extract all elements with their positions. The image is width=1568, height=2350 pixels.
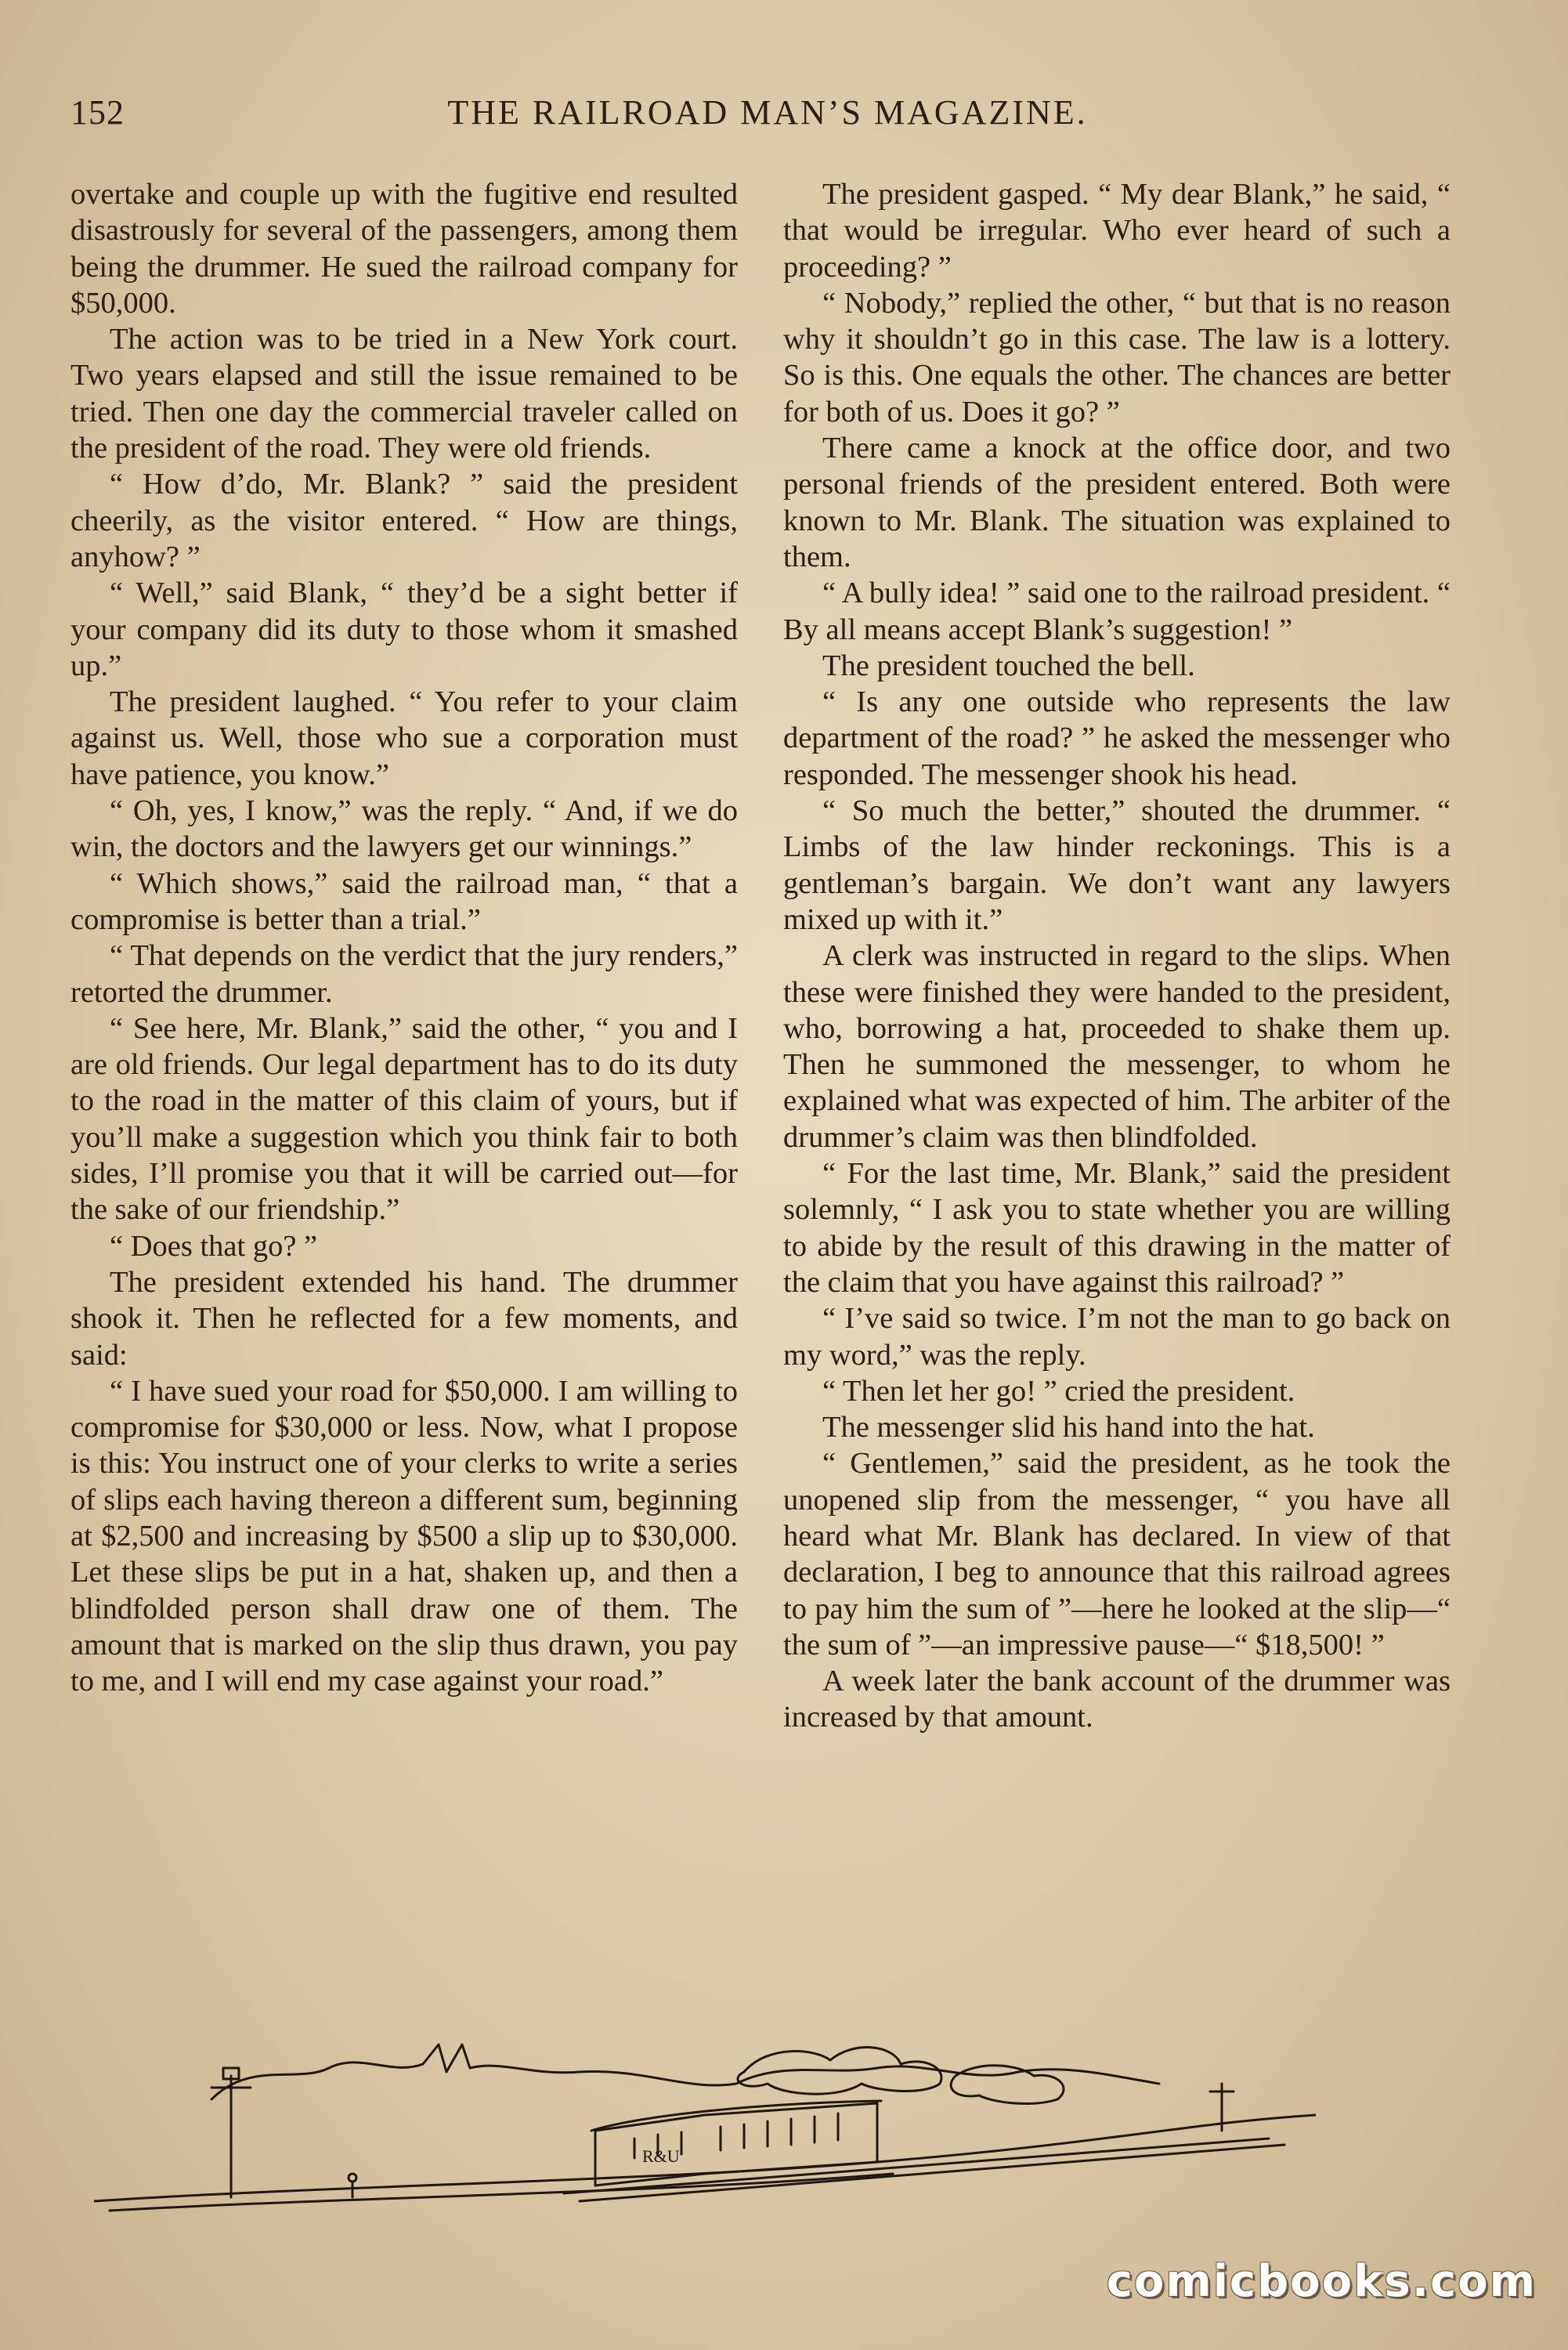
paragraph: “ So much the better,” shouted the drummer. “ Limbs of the law hinder reckonings. This is a gentleman’s bargain. We don’t want any lawyers mixed up with it.” xyxy=(783,794,1451,936)
paragraph: “ Well,” said Blank, “ they’d be a sight better if your company did its duty to those whom it smashed up.” xyxy=(70,577,738,682)
paragraph: The president gasped. “ My dear Blank,” he said, “ that would be irregular. Who ever heard of such a proceeding? ” xyxy=(783,178,1451,284)
paragraph: The president extended his hand. The drummer shook it. Then he reflected for a few moments, and said: xyxy=(70,1265,738,1372)
paragraph: “ For the last time, Mr. Blank,” said the president solemnly, “ I ask you to state whether you are willing to abide by the result of this drawing in the matter of the claim that you have against this railroad? ” xyxy=(783,1157,1451,1299)
paragraph: “ A bully idea! ” said one to the railroad president. “ By all means accept Blank’s suggestion! ” xyxy=(783,577,1451,646)
paragraph: The president laughed. “ You refer to your claim against us. Well, those who sue a corporation must have patience, you know.” xyxy=(70,685,738,791)
paragraph: “ How d’do, Mr. Blank? ” said the president cheerily, as the visitor entered. “ How are things, anyhow? ” xyxy=(70,468,738,573)
smoke-cloud xyxy=(951,2066,1064,2104)
ground-line xyxy=(110,2174,893,2211)
paragraph: “ Nobody,” replied the other, “ but that is no reason why it shouldn’t go in this case. The law is a lottery. So is this. One equals the other. The chances are better for both of us. Does it go? ” xyxy=(783,286,1451,428)
page-header xyxy=(70,92,1465,147)
paragraph: A clerk was instructed in regard to the slips. When these were finished they were handed to the president, who, borrowing a hat, proceeded to shake them up. Then he summoned the messenger, to whom he explained what was expected of him. The arbiter of the drummer’s claim was then blindfolded. xyxy=(783,939,1451,1154)
paragraph: “ See here, Mr. Blank,” said the other, “ you and I are old friends. Our legal department has to do its duty to the road in the matter of this claim of yours, but if you’ll make a suggestion which you think fair to both sides, I’ll promise you that it will be carried out—for the sake of our friendship.” xyxy=(70,1011,738,1227)
paragraph: The action was to be tried in a New York court. Two years elapsed and still the issue remained to be tried. Then one day the commercial traveler called on the president of the road. They were old friends. xyxy=(70,323,738,465)
right-column xyxy=(783,176,1451,1736)
paragraph: “ Gentlemen,” said the president, as he took the unopened slip from the messenger, “ you have all heard what Mr. Blank has declared. In view of that declaration, I beg to announce that this railroad agrees to pay him the sum of ”—here he looked at the slip—“ the sum of ”—an impressive pause—“ $18,500! ” xyxy=(783,1447,1451,1661)
paragraph: The president touched the bell. xyxy=(822,649,1195,682)
paragraph: There came a knock at the office door, and two personal friends of the president entered. Both were known to Mr. Blank. The situation was explained to them. xyxy=(783,432,1451,573)
paragraph: “ Which shows,” said the railroad man, “ that a compromise is better than a trial.” xyxy=(70,866,738,936)
hill-outline xyxy=(211,2044,736,2099)
paragraph: A week later the bank account of the drummer was increased by that amount. xyxy=(783,1665,1451,1734)
paragraph: “ That depends on the verdict that the jury renders,” retorted the drummer. xyxy=(70,939,738,1009)
page-number: 152 xyxy=(70,93,125,132)
paragraph: “ Does that go? ” xyxy=(110,1229,318,1263)
watermark: comicbooks.com xyxy=(1106,2256,1537,2307)
left-column xyxy=(70,176,738,1699)
paragraph: “ I’ve said so twice. I’m not the man to go back on my word,” was the reply. xyxy=(783,1302,1451,1372)
paragraph: The messenger slid his hand into the hat. xyxy=(822,1411,1315,1444)
paragraph: “ I have sued your road for $50,000. I am willing to compromise for $30,000 or less. Now, what I propose is this: You instruct one of your clerks to write a series of slips each having thereon a different sum, beginning at $2,500 and increasing by $500 a slip up to $30,000. Let these slips be put in a hat, shaken up, and then a blindfolded person shall draw one of them. The amount that is marked on the slip thus drawn, you pay to me, and I will end my case against your road.” xyxy=(70,1374,738,1698)
paragraph: “ Oh, yes, I know,” was the reply. “ And, if we do win, the doctors and the lawyers get our winnings.” xyxy=(70,794,738,864)
train-illustration xyxy=(94,2029,1316,2217)
paragraph: overtake and couple up with the fugitive end resulted disastrously for several of the passengers, among them being the drummer. He sued the railroad company for $50,000. xyxy=(70,178,738,320)
paragraph: “ Is any one outside who represents the law department of the road? ” he asked the messenger who responded. The messenger shook his head. xyxy=(783,685,1451,791)
rail xyxy=(580,2145,1284,2201)
paragraph: “ Then let her go! ” cried the president. xyxy=(822,1374,1295,1408)
train-car-lettering: R&U xyxy=(642,2146,680,2166)
hill-outline xyxy=(736,2066,1159,2084)
running-title: THE RAILROAD MAN’S MAGAZINE. xyxy=(447,93,1088,132)
